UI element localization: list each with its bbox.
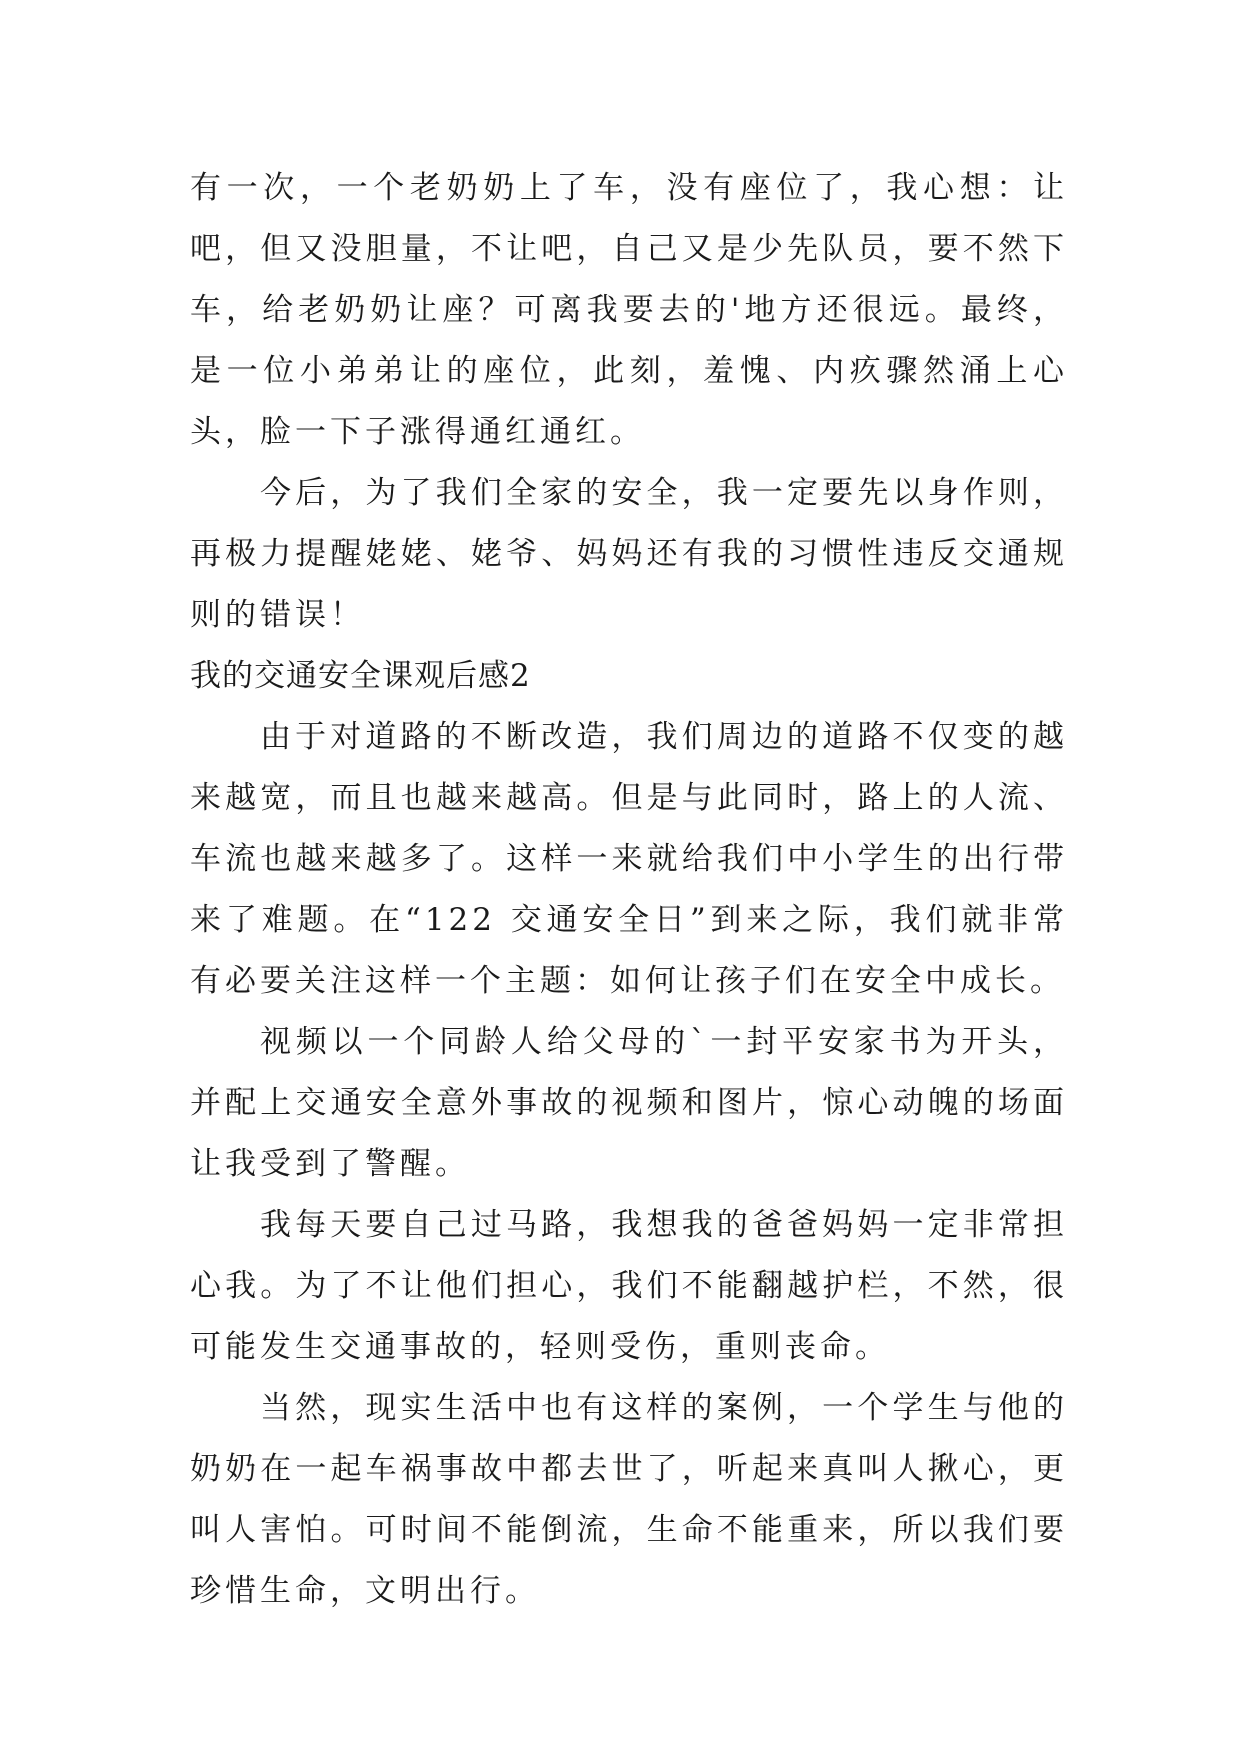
paragraph-crossing-road: 我每天要自己过马路，我想我的爸爸妈妈一定非常担心我。为了不让他们担心，我们不能翻越护栏，不然，很可能发生交通事故的，轻则受伤，重则丧命。: [190, 1207, 1068, 1365]
section-heading: 我的交通安全课观后感2: [190, 658, 531, 694]
paragraph-real-case: 当然，现实生活中也有这样的案例，一个学生与他的奶奶在一起车祸事故中都去世了，听起来真叫人揪心，更叫人害怕。可时间不能倒流，生命不能重来，所以我们要珍惜生命，文明出行。: [190, 1390, 1068, 1609]
paragraph-video: 视频以一个同龄人给父母的`一封平安家书为开头，并配上交通安全意外事故的视频和图片，惊心动魄的场面让我受到了警醒。: [190, 1024, 1068, 1182]
document-body: [190, 158, 1068, 1622]
paragraph-family-safety: 今后，为了我们全家的安全，我一定要先以身作则，再极力提醒姥姥、姥爷、妈妈还有我的习惯性违反交通规则的错误！: [190, 475, 1068, 633]
paragraph-bus-seat: 有一次，一个老奶奶上了车，没有座位了，我心想：让吧，但又没胆量，不让吧，自己又是少先队员，要不然下车，给老奶奶让座？可离我要去的'地方还很远。最终，是一位小弟弟让的座位，此刻，羞愧、内疚骤然涌上心头，脸一下子涨得通红通红。: [190, 170, 1068, 450]
paragraph-road-changes: 由于对道路的不断改造，我们周边的道路不仅变的越来越宽，而且也越来越高。但是与此同时，路上的人流、车流也越来越多了。这样一来就给我们中小学生的出行带来了难题。在“122 交通安全日”到来之际，我们就非常有必要关注这样一个主题：如何让孩子们在安全中成长。: [190, 719, 1068, 999]
